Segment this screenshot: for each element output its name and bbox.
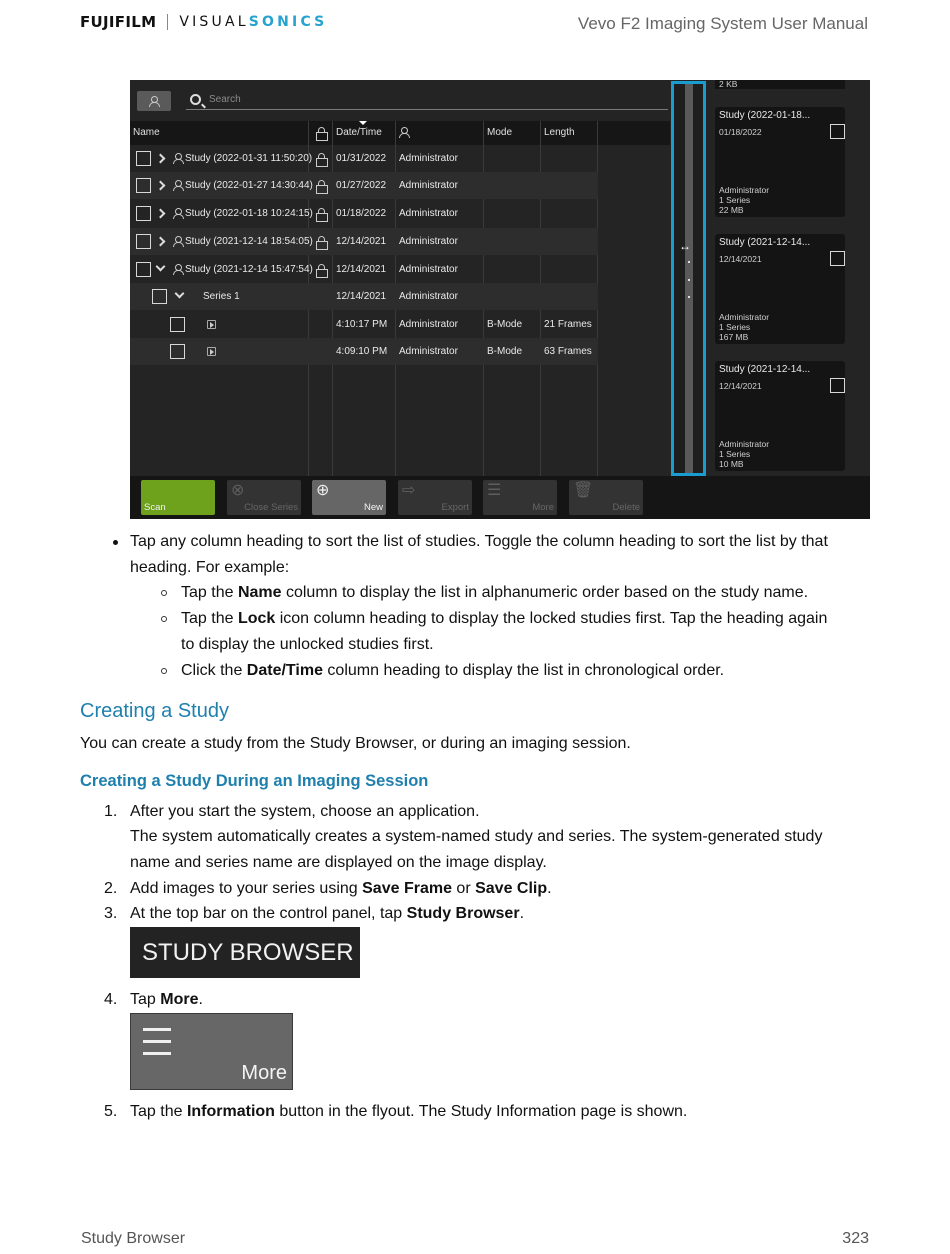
user-column-icon[interactable] (399, 127, 409, 138)
clip-length: 63 Frames (544, 346, 592, 357)
column-mode[interactable]: Mode (487, 127, 513, 138)
study-browser-screenshot (130, 80, 870, 519)
card-title: Study (2021-12-14... (719, 237, 811, 248)
clip-user: Administrator (399, 319, 458, 330)
clip-length: 21 Frames (544, 319, 592, 330)
bottom-toolbar (130, 476, 870, 519)
user-icon (173, 153, 183, 164)
trash-icon: 🗑 (573, 482, 594, 499)
sub-bullet-icon (161, 668, 167, 674)
step-number: 1. (104, 803, 118, 820)
footer-section: Study Browser (81, 1230, 186, 1247)
sub-bullet-lock-cont: to display the unlocked studies first. (181, 636, 434, 653)
sub-bullet-date: Click the Date/Time column heading to display the list in chronological order. (181, 662, 725, 679)
logo-fujifilm: FUJIFILM (80, 13, 157, 31)
study-date: 01/27/2022 (336, 180, 387, 191)
study-card[interactable] (715, 361, 845, 471)
collapse-chevron-icon[interactable] (156, 262, 166, 272)
user-icon (149, 96, 159, 107)
study-user: Administrator (399, 236, 458, 247)
logo-visual: VISUAL (179, 14, 249, 30)
grip-dot (688, 279, 690, 281)
search-underline (186, 109, 668, 110)
export-label: Export (441, 502, 469, 513)
scan-label: Scan (144, 502, 166, 513)
card-user: Administrator (719, 185, 770, 195)
study-date: 01/31/2022 (336, 153, 387, 164)
user-icon (173, 264, 183, 275)
user-icon (173, 236, 183, 247)
step-text: After you start the system, choose an application. (130, 803, 480, 820)
bullet-text: heading. For example: (130, 559, 290, 576)
more-button-image (130, 1013, 293, 1090)
export-icon: ⇨ (402, 482, 416, 499)
table-row[interactable] (130, 200, 598, 227)
close-series-icon: ⊗ (231, 482, 245, 499)
column-name[interactable]: Name (133, 127, 160, 138)
user-icon (173, 208, 183, 219)
study-name: Study (2021-12-14 15:47:54) (185, 264, 313, 275)
study-name: Study (2022-01-18 10:24:15) (185, 208, 313, 219)
card-user: Administrator (719, 439, 770, 449)
more-image-label: More (241, 1062, 287, 1084)
card-title: Study (2022-01-18... (719, 110, 811, 121)
grip-dot (688, 261, 690, 263)
expand-chevron-icon[interactable] (156, 154, 166, 164)
series-user: Administrator (399, 291, 458, 302)
more-button[interactable] (483, 480, 557, 515)
row-checkbox[interactable] (136, 151, 151, 166)
card-series: 1 Series (719, 449, 751, 459)
subsection-heading: Creating a Study During an Imaging Session (80, 772, 429, 790)
study-user: Administrator (399, 208, 458, 219)
row-checkbox[interactable] (170, 344, 185, 359)
card-date: 12/14/2021 (719, 381, 762, 391)
logo-sonics: SONICS (248, 14, 328, 30)
expand-chevron-icon[interactable] (156, 181, 166, 191)
study-user: Administrator (399, 180, 458, 191)
table-row[interactable] (130, 283, 598, 310)
menu-icon (143, 1028, 171, 1064)
lock-icon[interactable] (316, 153, 326, 165)
clip-user: Administrator (399, 346, 458, 357)
study-name: Study (2022-01-31 11:50:20) (185, 153, 313, 164)
section-heading: Creating a Study (80, 700, 229, 722)
clip-time: 4:10:17 PM (336, 319, 388, 330)
expand-chevron-icon[interactable] (156, 237, 166, 247)
grip-dot (688, 296, 690, 298)
study-card-partial[interactable] (715, 80, 845, 89)
column-length[interactable]: Length (544, 127, 575, 138)
new-label: New (363, 502, 383, 513)
card-size: 22 MB (719, 205, 744, 215)
clip-mode: B-Mode (487, 319, 523, 330)
clip-time: 4:09:10 PM (336, 346, 388, 357)
study-name: Study (2022-01-27 14:30:44) (185, 180, 313, 191)
logo-divider (167, 14, 168, 30)
new-study-icon: ⊕ (316, 482, 330, 499)
sort-indicator-icon (359, 121, 367, 125)
table-row[interactable] (130, 228, 598, 255)
step-number: 4. (104, 991, 118, 1008)
step-text: The system automatically creates a system-named study and series. The system-generated study (130, 828, 823, 845)
step-text: At the top bar on the control panel, tap Study Browser. (130, 905, 525, 922)
card-series: 1 Series (719, 322, 751, 332)
sub-bullet-name: Tap the Name column to display the list in alphanumeric order based on the study name. (181, 584, 809, 601)
panel-splitter[interactable] (671, 81, 706, 476)
row-checkbox[interactable] (152, 289, 167, 304)
section-intro: You can create a study from the Study Browser, or during an imaging session. (80, 735, 631, 752)
step-text: name and series name are displayed on the image display. (130, 854, 547, 871)
card-size: 2 KB (719, 80, 738, 89)
card-date: 01/18/2022 (719, 127, 762, 137)
lock-icon[interactable] (316, 264, 326, 276)
row-checkbox[interactable] (136, 262, 151, 277)
menu-icon: ☰ (487, 482, 502, 499)
collapse-chevron-icon[interactable] (175, 289, 185, 299)
card-user: Administrator (719, 312, 770, 322)
table-row[interactable] (130, 145, 598, 172)
table-row[interactable] (130, 338, 598, 365)
study-browser-button-image: STUDY BROWSER (130, 927, 360, 978)
close-series-label: Close Series (244, 502, 298, 513)
step-number: 3. (104, 905, 118, 922)
row-checkbox[interactable] (170, 317, 185, 332)
table-header (130, 121, 670, 145)
search-input[interactable]: Search (209, 94, 241, 105)
study-card[interactable] (715, 107, 845, 217)
scan-button[interactable] (141, 480, 215, 515)
table-row[interactable] (130, 311, 598, 338)
sub-bullet-icon (161, 590, 167, 596)
clip-icon (207, 320, 216, 329)
card-checkbox[interactable] (830, 378, 845, 393)
company-logo (80, 12, 327, 32)
step-text: Tap the Information button in the flyout. The Study Information page is shown. (130, 1103, 688, 1120)
row-checkbox[interactable] (136, 234, 151, 249)
card-checkbox[interactable] (830, 251, 845, 266)
study-date: 01/18/2022 (336, 208, 387, 219)
step-text: Add images to your series using Save Frame or Save Clip. (130, 880, 552, 897)
more-label: More (532, 502, 554, 513)
search-icon (190, 94, 201, 105)
bullet-text: Tap any column heading to sort the list of studies. Toggle the column heading to sort the list by that (130, 533, 828, 550)
row-checkbox[interactable] (136, 206, 151, 221)
new-button[interactable] (312, 480, 386, 515)
card-checkbox[interactable] (830, 124, 845, 139)
row-checkbox[interactable] (136, 178, 151, 193)
step-text: Tap More. (130, 991, 203, 1008)
clip-mode: B-Mode (487, 346, 523, 357)
sub-bullet-icon (161, 616, 167, 622)
clip-icon (207, 347, 216, 356)
delete-label: Delete (612, 502, 640, 513)
card-date: 12/14/2021 (719, 254, 762, 264)
card-size: 167 MB (719, 332, 749, 342)
card-size: 10 MB (719, 459, 744, 469)
table-row[interactable] (130, 256, 598, 283)
study-user: Administrator (399, 153, 458, 164)
step-number: 2. (104, 880, 118, 897)
sub-bullet-lock: Tap the Lock icon column heading to display the locked studies first. Tap the heading again (181, 610, 828, 627)
lock-icon[interactable] (316, 236, 326, 248)
search-bar (130, 80, 670, 120)
user-filter-button[interactable] (137, 91, 171, 111)
study-date: 12/14/2021 (336, 264, 387, 275)
page-number: 323 (842, 1230, 869, 1247)
delete-button[interactable] (569, 480, 643, 515)
lock-column-icon[interactable] (316, 127, 326, 139)
lock-icon[interactable] (316, 180, 326, 192)
resize-cursor-icon: ↔ (679, 239, 691, 253)
study-card[interactable] (715, 234, 845, 344)
study-user: Administrator (399, 264, 458, 275)
bullet-icon (113, 540, 118, 545)
close-series-button[interactable] (227, 480, 301, 515)
step-number: 5. (104, 1103, 118, 1120)
user-icon (173, 180, 183, 191)
table-row[interactable] (130, 172, 598, 199)
study-date: 12/14/2021 (336, 236, 387, 247)
card-series: 1 Series (719, 195, 751, 205)
export-button[interactable] (398, 480, 472, 515)
expand-chevron-icon[interactable] (156, 209, 166, 219)
column-date-time[interactable]: Date/Time (336, 127, 382, 138)
lock-icon[interactable] (316, 208, 326, 220)
series-date: 12/14/2021 (336, 291, 387, 302)
series-name: Series 1 (203, 291, 240, 302)
study-name: Study (2021-12-14 18:54:05) (185, 236, 313, 247)
manual-title: Vevo F2 Imaging System User Manual (577, 14, 868, 33)
card-title: Study (2021-12-14... (719, 364, 811, 375)
